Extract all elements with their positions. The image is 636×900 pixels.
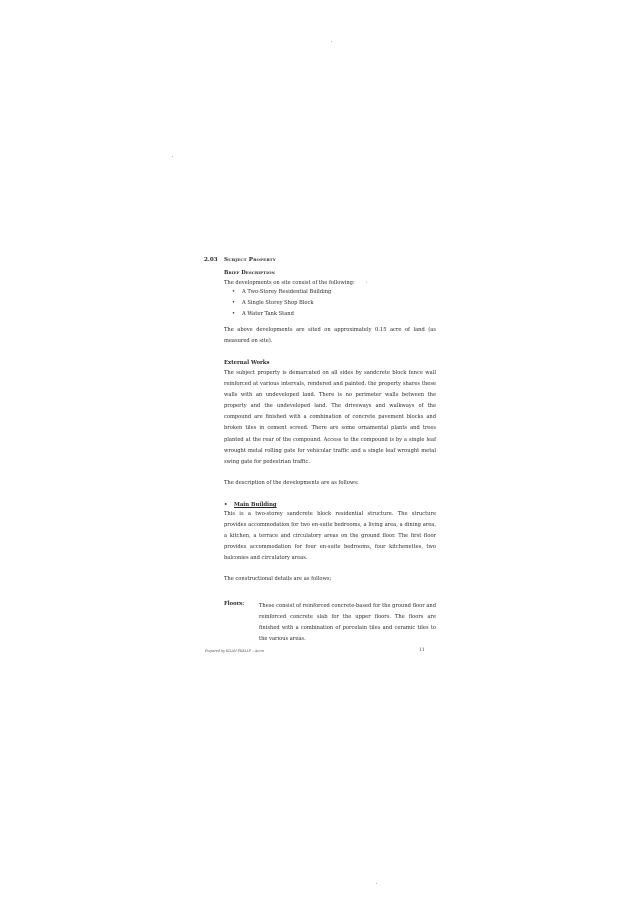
page-number: 11 [419,648,425,653]
description-intro: The description of the developments are as follows: [224,480,359,486]
bullet-icon: • [224,502,228,508]
scan-speck [366,282,367,283]
floors-label: Floors: [224,601,245,607]
scan-speck [376,883,377,884]
sited-paragraph: The above developments are sited on approximately 0.15 acre of land (as measured on site). [224,327,436,345]
main-building-heading [224,502,277,508]
main-building-label: Main Building [234,502,277,508]
brief-intro: The developments on site consist of the following: [224,280,355,286]
constructional-intro: The constructional details are as follows; [224,576,332,582]
section-number: 2.03 [204,257,218,263]
main-building-paragraph: This is a two-storey sandcrete block residential structure. The structure provides accommodation for two en-suite bedrooms, a living area, a dining area, a kitchen, a terrace and circulatory areas on the ground floor. The first floor provides accommodation for four en-suite bedrooms, four kitchenettes, two balconies and circulatory areas. [224,511,436,562]
list-item: • A Water Tank Stand [232,309,331,320]
list-item: • A Two-Storey Residential Building [232,287,331,298]
external-works-paragraph: The subject property is demarcated on all sides by sandcrete block fence wall reinforced at various intervals, rendered and painted. the property shares these walls with an undeveloped land. There is no perimeter walls between the property and the undeveloped land. The driveways and walkways of the compound are finished with a combination of concrete pavement blocks and broken tiles in cement screed. There are some ornamental plants and trees planted at the rear of the compound. Access to the compound is by a single leaf wrought metal rolling gate for vehicular traffic and a single leaf wrought metal swing gate for pedestrian traffic. [224,370,436,465]
list-item: • A Single Storey Shop Block [232,298,331,309]
brief-description-heading: Brief Description [224,270,276,276]
section-title: Subject Property [224,257,276,263]
external-works-heading: External Works [224,360,270,366]
footer-prepared-by: Prepared by KILAN-FKKLLP – Accra [205,649,265,653]
scan-speck [172,156,173,157]
scan-speck [331,41,332,42]
floors-text: These consist of reinforced concrete-based for the ground floor and reinforced concrete slab for the upper floors. The floors are finished with a combination of porcelain tiles and ceramic tiles to the various areas. [259,603,436,643]
development-list [232,287,331,320]
